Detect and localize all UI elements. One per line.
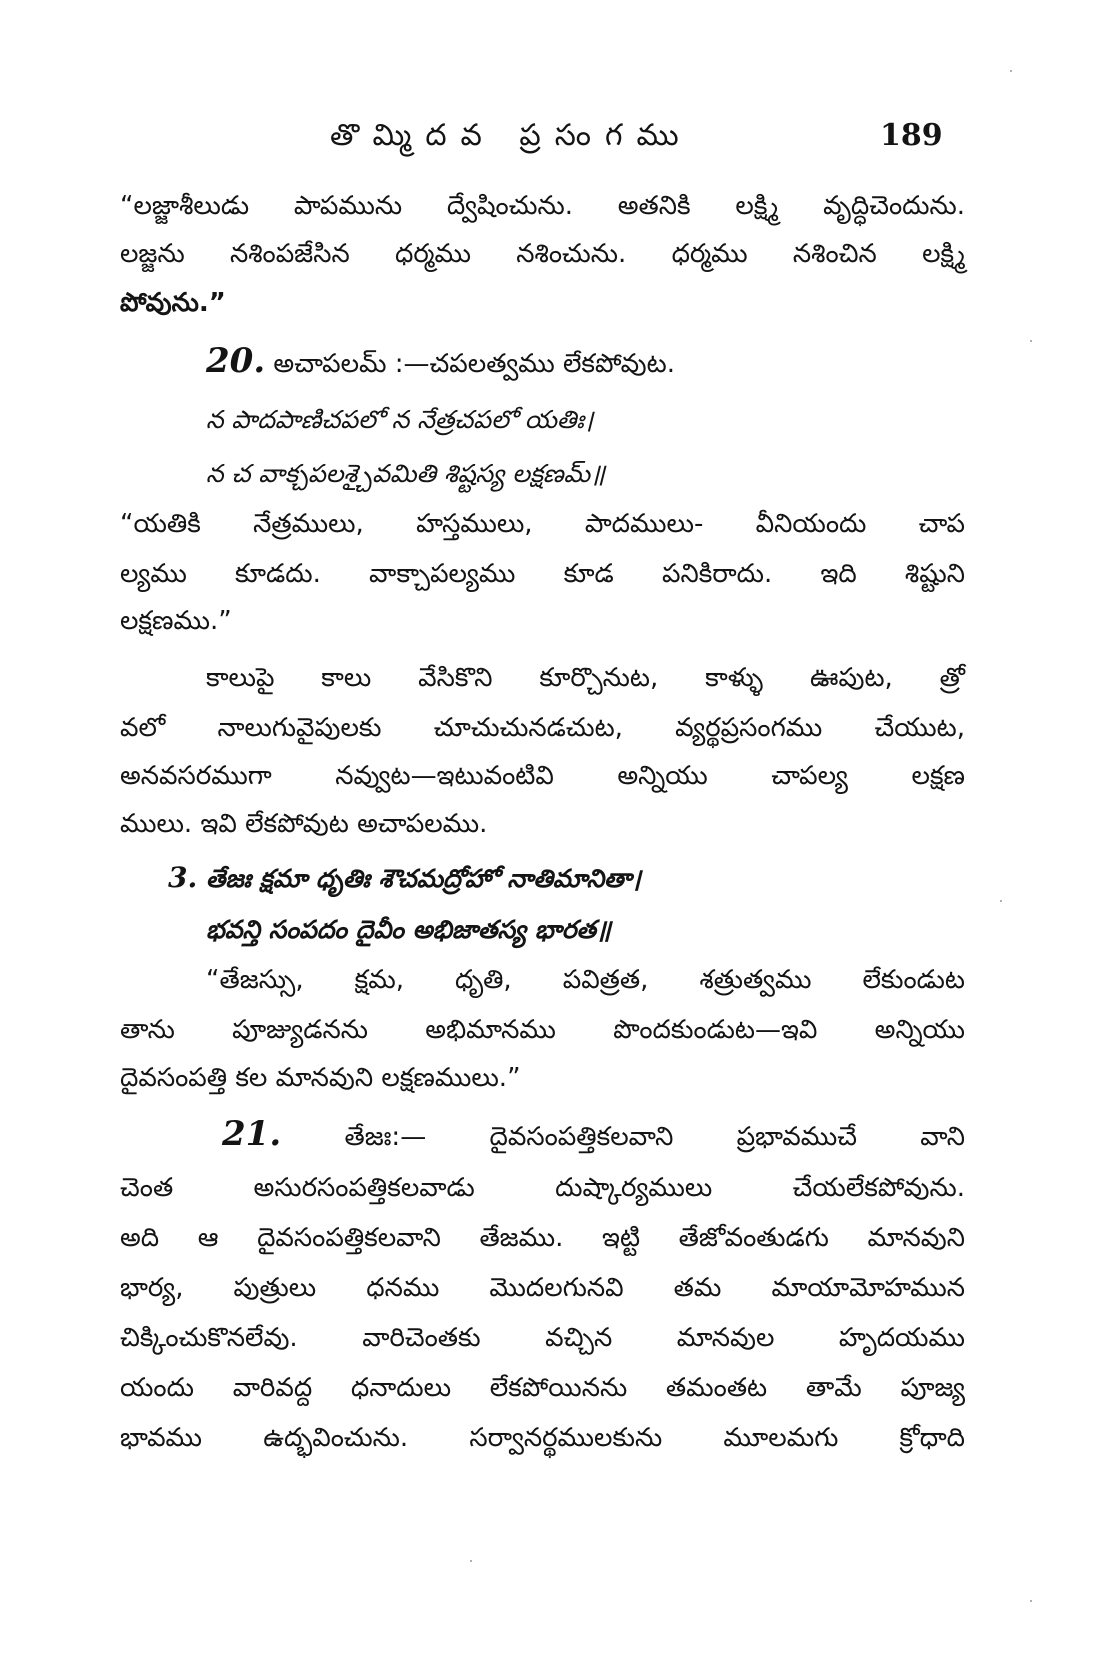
section-20-title: అచాపలమ్ :—చపలత్వము లేకపోవుట. — [273, 349, 675, 379]
verse-3-number: 3. — [168, 861, 198, 894]
scan-speck — [470, 1560, 472, 1562]
scan-speck — [1030, 1600, 1032, 1602]
text-line-3: పోవును.” — [120, 288, 226, 318]
verse-3-line-2: భవన్తి సంపదం దైవీం అభిజాతస్య భారత॥ — [206, 915, 611, 944]
text-line-19: భావము ఉద్భవించును. సర్వానర్థములకును మూలమగు క్రోధాది — [120, 1423, 965, 1453]
text-line-11: “తేజస్సు, క్షమ, ధృతి, పవిత్రత, శత్రుత్వము లేకుండుట — [206, 965, 965, 995]
section-21-number: 21. — [222, 1114, 282, 1154]
text-line-17: చిక్కించుకొనలేవు. వారిచెంతకు వచ్చిన మానవుల హృదయము — [120, 1323, 965, 1353]
text-line-8: వలో నాలుగువైపులకు చూచుచునడచుట, వ్యర్థప్రసంగము చేయుట, — [120, 713, 965, 743]
scan-speck — [1030, 340, 1032, 342]
section-20-number: 20. — [206, 341, 266, 381]
text-line-2: లజ్జను నశింపజేసిన ధర్మము నశించును. ధర్మము నశించిన లక్ష్మి — [120, 239, 965, 269]
page-number: 189 — [880, 118, 943, 153]
text-line-7: కాలుపై కాలు వేసికొని కూర్చొనుట, కాళ్ళు ఊపుట, త్రో — [206, 663, 965, 693]
text-line-15: అది ఆ దైవసంపత్తికలవాని తేజము. ఇట్టి తేజోవంతుడగు మానవుని — [120, 1223, 965, 1253]
verse-20-line-1: న పాదపాణిచపలో న నేత్రచపలో యతిః। — [206, 405, 594, 434]
section-20-heading — [206, 343, 675, 382]
section-21-title: తేజః:— దైవసంపత్తికలవాని ప్రభావముచే వాని — [344, 1122, 965, 1152]
text-line-4: “యతికి నేత్రములు, హస్తములు, పాదములు- వీనియందు చాప — [120, 509, 965, 539]
text-line-13: దైవసంపత్తి కల మానవుని లక్షణములు.” — [120, 1063, 521, 1093]
scan-speck — [1010, 70, 1012, 72]
text-line-12: తాను పూజ్యుడనను అభిమానము పొందకుండుట—ఇవి అన్నియు — [120, 1015, 965, 1045]
text-line-5: ల్యము కూడదు. వాక్చాపల్యము కూడ పనికిరాదు. ఇది శిష్టుని — [120, 559, 965, 589]
scan-speck — [1000, 900, 1002, 902]
verse-3-line-1 — [168, 860, 641, 897]
text-line-1: “లజ్జాశీలుడు పాపమును ద్వేషించును. అతనికి లక్ష్మి వృద్ధిచెందును. — [120, 191, 965, 221]
verse-20-line-2: న చ వాక్చపలశ్చైవమితి శిష్టస్య లక్షణమ్॥ — [206, 459, 606, 488]
text-line-14: చెంత అసురసంపత్తికలవాడు దుష్కార్యములు చేయలేకపోవును. — [120, 1173, 965, 1203]
text-line-10: ములు. ఇవి లేకపోవుట అచాపలము. — [120, 809, 488, 839]
running-head: తొమ్మిదవ ప్రసంగము — [330, 118, 693, 153]
verse-3-text: తేజః క్షమా ధృతిః శౌచమద్రోహో నాతిమానితా। — [205, 864, 641, 893]
text-line-18: యందు వారివద్ద ధనాదులు లేకపోయినను తమంతట తామే పూజ్య — [120, 1373, 965, 1403]
section-21-heading — [222, 1116, 965, 1155]
text-line-9: అనవసరముగా నవ్వుట—ఇటువంటివి అన్నియు చాపల్య లక్షణ — [120, 761, 965, 791]
text-line-16: భార్య, పుత్రులు ధనము మొదలగునవి తమ మాయామోహమున — [120, 1273, 965, 1303]
text-line-6: లక్షణము.” — [120, 606, 232, 636]
